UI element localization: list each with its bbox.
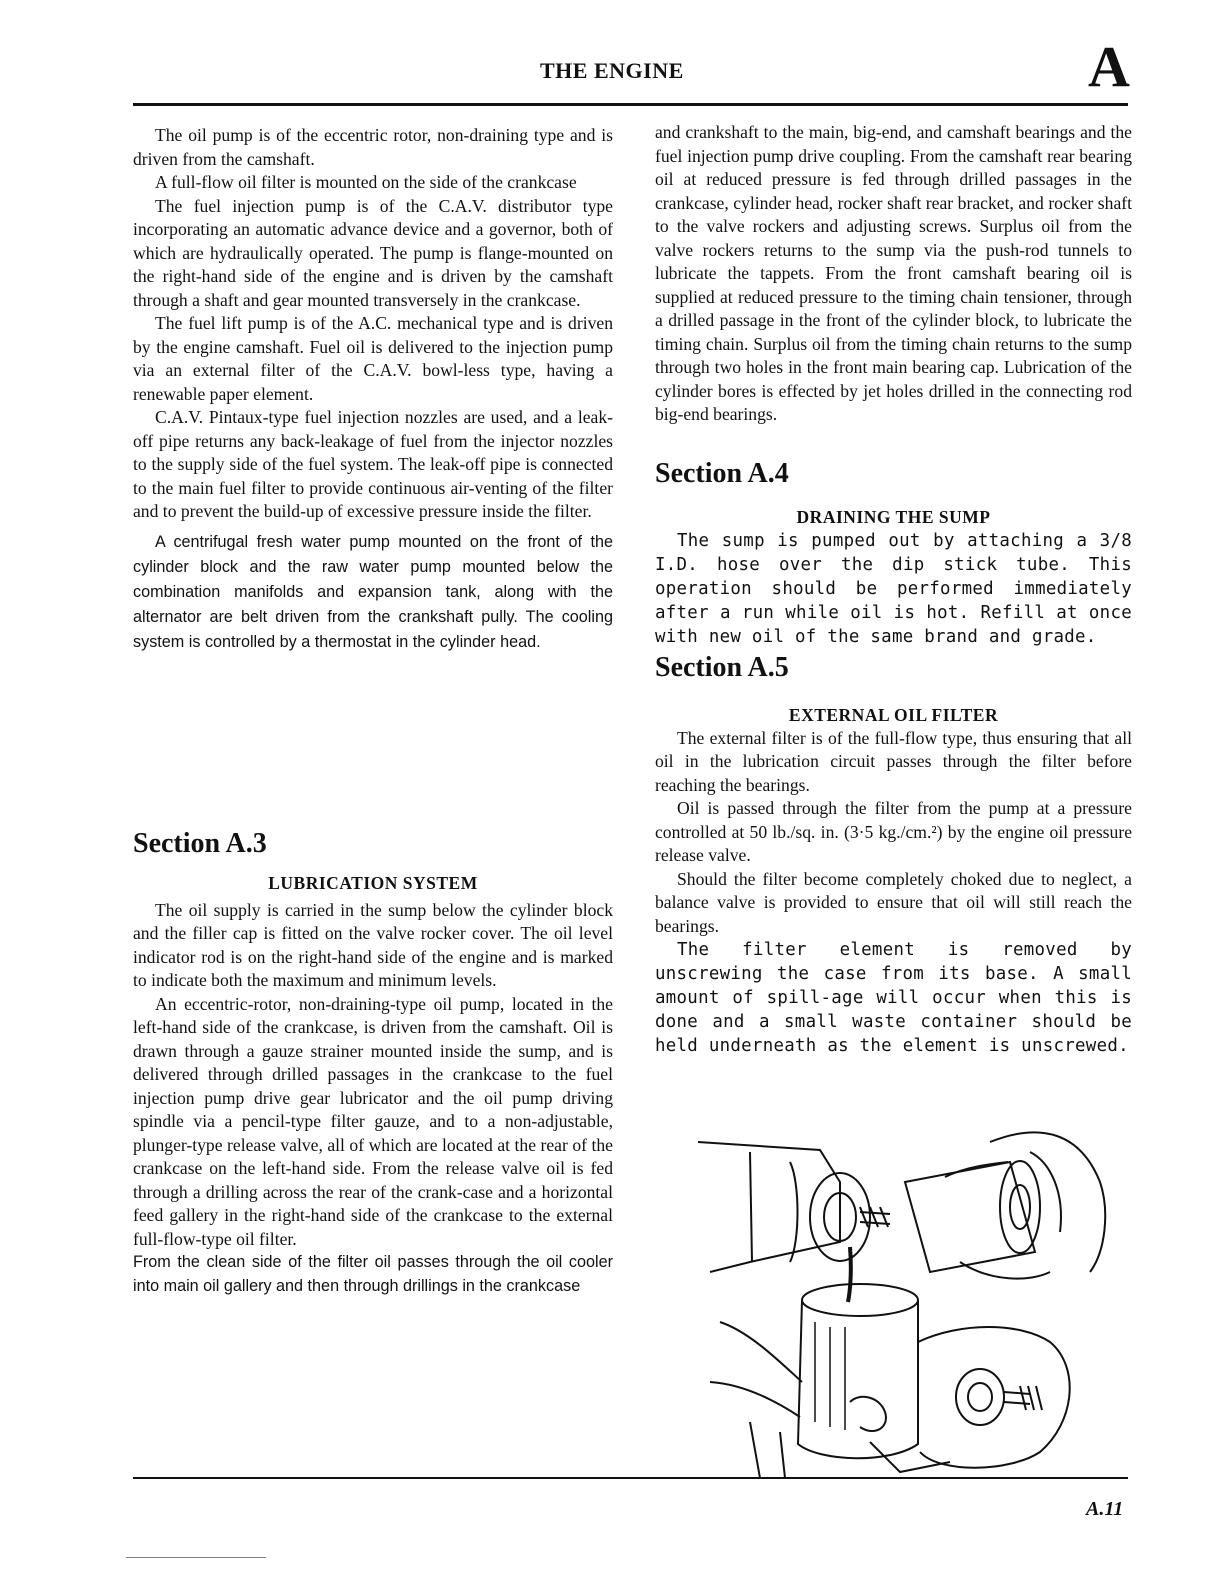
section-heading-a4: Section A.4	[655, 457, 789, 489]
paragraph-draining-sump: The sump is pumped out by attaching a 3/8 I.D. hose over the dip stick tube. This operation should be performed immediately after a run while oil is hot. Refill at once with new oil of the same brand and grade.	[655, 530, 1132, 647]
right-column	[655, 121, 1132, 1058]
subheading-external-oil-filter: EXTERNAL OIL FILTER	[788, 704, 999, 725]
oil-filter-removal-illustration	[690, 1122, 1140, 1478]
paragraph-lubrication-continued: and crankshaft to the main, big-end, and camshaft bearings and the fuel injection pump drive coupling. From the camshaft rear bearing oil at reduced pressure is fed through drilled passages in the crankcase, cylinder head, rocker shaft rear bracket, and rocker shaft to the valve rockers and adjusting screws. Surplus oil from the valve rockers returns to the sump via the push-rod tunnels to lubricate the tappets. From the front camshaft bearing oil is supplied at reduced pressure to the timing chain tensioner, through a drilled passage in the front of the cylinder block, to lubricate the timing chain. Surplus oil from the timing chain returns to the sump through two holes in the front main bearing cap. Lubrication of the cylinder bores is effected by jet holes drilled in the connecting rod big-end bearings.	[655, 122, 1132, 424]
paragraph-filter-pressure: Oil is passed through the filter from the pump at a pressure controlled at 50 lb./sq. in. (3·5 kg./cm.²) by the engine oil pressure release valve.	[655, 798, 1132, 865]
paragraph-clean-side-filter: From the clean side of the filter oil passes through the oil cooler into main oil gallery and then through drillings in the crankcase	[133, 1253, 613, 1295]
footer-rule	[133, 1477, 1128, 1479]
header-section-letter: A	[1088, 34, 1130, 99]
paragraph-fuel-lift-pump: The fuel lift pump is of the A.C. mechanical type and is driven by the engine camshaft. Fuel oil is delivered to the injection pump via an external filter of the C.A.V. bowl-less type, having a renewable paper element.	[133, 313, 613, 404]
page-number: A.11	[1086, 1498, 1124, 1520]
paragraph-balance-valve: Should the filter become completely choked due to neglect, a balance valve is provided to ensure that oil will still reach the bearings.	[655, 868, 1132, 936]
paragraph-injection-nozzles: C.A.V. Pintaux-type fuel injection nozzles are used, and a leak-off pipe returns any back-leakage of fuel from the injector nozzles to the supply side of the fuel system. The leak-off pipe is connected to the main fuel filter to provide continuous air-venting of the filter and to prevent the build-up of excessive pressure inside the filter.	[133, 407, 613, 521]
paragraph-oil-supply: The oil supply is carried in the sump below the cylinder block and the filler cap is fitted on the valve rocker cover. The oil level indicator rod is on the right-hand side of the engine and is marked to indicate both the maximum and minimum levels.	[133, 899, 613, 990]
section-heading-a5: Section A.5	[655, 651, 789, 683]
paragraph-full-flow-filter: The external filter is of the full-flow type, thus ensuring that all oil in the lubrication circuit passes through the filter before reaching the bearings.	[655, 727, 1132, 795]
stray-underline-mark	[126, 1557, 266, 1558]
section-heading-a3: Section A.3	[133, 827, 267, 859]
paragraph-oil-pump: The oil pump is of the eccentric rotor, non-draining type and is driven from the camshaft.	[133, 125, 613, 169]
paragraph-cooling-system: A centrifugal fresh water pump mounted on the front of the cylinder block and the raw water pump mounted below the combination manifolds and expansion tank, along with the alternator are belt driven from the crankshaft pully. The cooling system is controlled by a thermostat in the cylinder head.	[133, 532, 613, 651]
paragraph-fuel-injection-pump: The fuel injection pump is of the C.A.V. distributor type incorporating an automatic advance device and a governor, both of which are hydraulically operated. The pump is flange-mounted on the right-hand side of the engine and is driven by the camshaft through a shaft and gear mounted transversely in the crankcase.	[133, 195, 613, 310]
paragraph-removing-filter-element: The filter element is removed by unscrewing the case from its base. A small amount of spill-age will occur when this is done and a small waste container should be held underneath as the element is unscrewed.	[655, 940, 1132, 1056]
header-rule	[133, 103, 1128, 106]
paragraph-eccentric-rotor-pump: An eccentric-rotor, non-draining-type oil pump, located in the left-hand side of the crankcase, is driven from the camshaft. Oil is drawn through a gauze strainer mounted inside the sump, and is delivered through drilled passages in the crankcase to the fuel injection pump drive gear lubricator and the oil pump driving spindle via a pencil-type filter gauze, and to a non-adjustable, plunger-type release valve, all of which are located at the rear of the crankcase on the left-hand side. From the release valve oil is fed through a drilling across the rear of the crank-case and a horizontal feed gallery in the right-hand side of the crankcase to the external full-flow-type oil filter.	[133, 993, 613, 1249]
subheading-lubrication-system: LUBRICATION SYSTEM	[268, 872, 478, 893]
left-column	[133, 124, 613, 1298]
column-gap	[133, 655, 613, 827]
header-title: THE ENGINE	[540, 58, 684, 83]
paragraph-oil-filter: A full-flow oil filter is mounted on the side of the crankcase	[155, 172, 577, 192]
subheading-draining-the-sump: DRAINING THE SUMP	[796, 506, 991, 527]
